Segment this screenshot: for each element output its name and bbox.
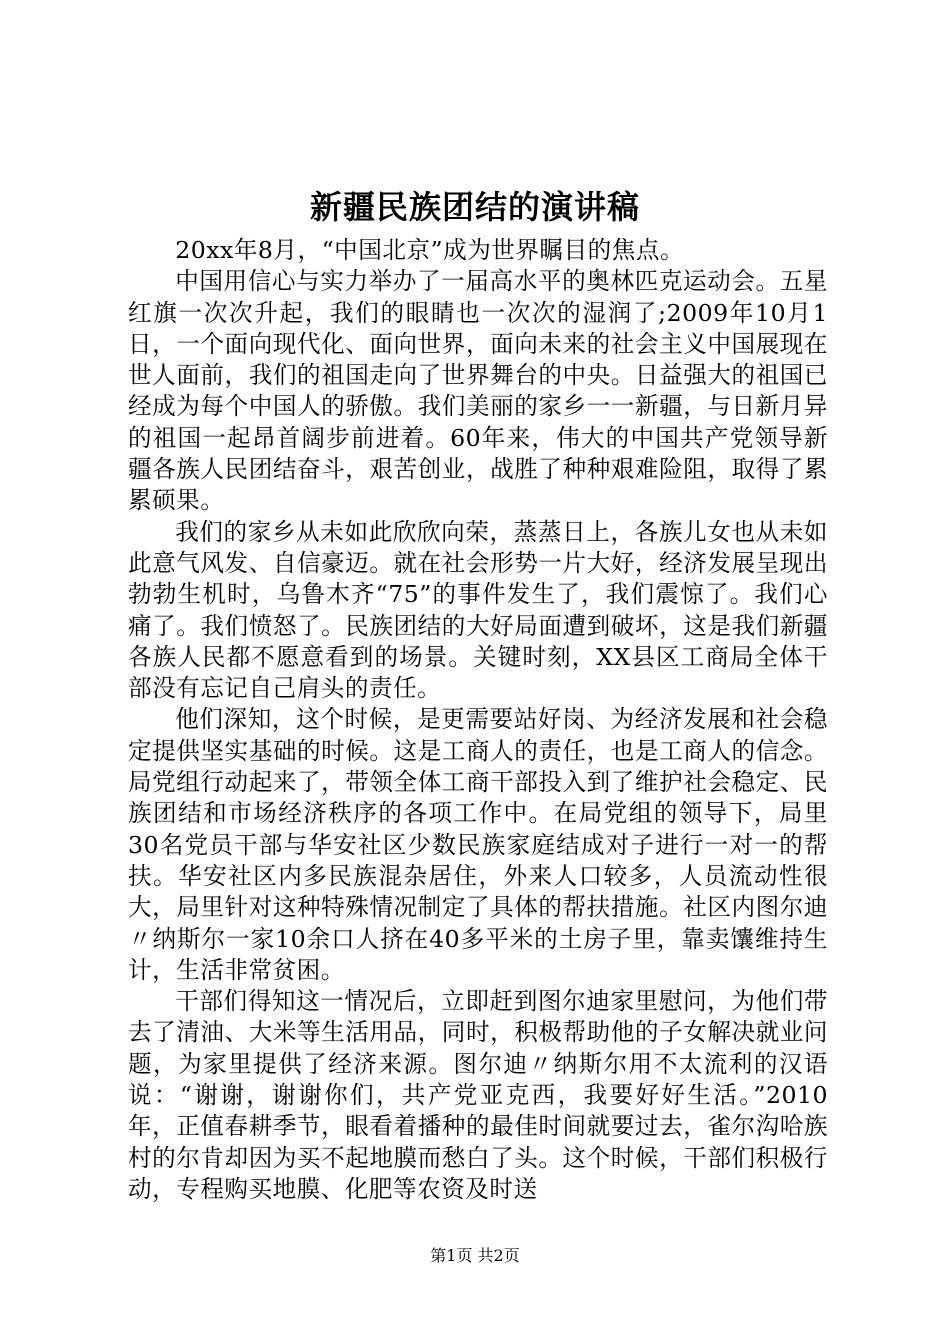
- paragraph-2: 中国用信心与实力举办了一届高水平的奥林匹克运动会。五星红旗一次次升起，我们的眼睛也一次次的湿润了;2009年10月1日，一个面向现代化、面向世界，面向未来的社会主义中国展现在世人面前，我们的祖国走向了世界舞台的中央。日益强大的祖国已经成为每个中国人的骄傲。我们美丽的家乡一一新疆，与日新月异的祖国一起昂首阔步前进着。60年来，伟大的中国共产党领导新疆各族人民团结奋斗，艰苦创业，战胜了种种艰难险阻，取得了累累硕果。: [128, 267, 828, 515]
- paragraph-4: 他们深知，这个时候，是更需要站好岗、为经济发展和社会稳定提供坚实基础的时候。这是工商人的责任，也是工商人的信念。局党组行动起来了，带领全体工商干部投入到了维护社会稳定、民族团结和市场经济秩序的各项工作中。在局党组的领导下，局里30名党员干部与华安社区少数民族家庭结成对子进行一对一的帮扶。华安社区内多民族混杂居住，外来人口较多，人员流动性很大，局里针对这种特殊情况制定了具体的帮扶措施。社区内图尔迪〃纳斯尔一家10余口人挤在40多平米的土房子里，靠卖馕维持生计，生活非常贫困。: [128, 705, 828, 984]
- page-number-footer: 第1页 共2页: [430, 1246, 520, 1265]
- paragraph-3: 我们的家乡从未如此欣欣向荣，蒸蒸日上，各族儿女也从未如此意气风发、自信豪迈。就在社会形势一片大好，经济发展呈现出勃勃生机时，乌鲁木齐“75”的事件发生了，我们震惊了。我们心痛了。我们愤怒了。民族团结的大好局面遭到破坏，这是我们新疆各族人民都不愿意看到的场景。关键时刻，XX县区工商局全体干部没有忘记自己肩头的责任。: [128, 517, 828, 703]
- document-title: 新疆民族团结的演讲稿: [309, 188, 640, 226]
- document-body: [128, 235, 828, 1205]
- paragraph-1: 20xx年8月，“中国北京”成为世界瞩目的焦点。: [175, 236, 685, 264]
- paragraph-5: 干部们得知这一情况后，立即赶到图尔迪家里慰问，为他们带去了清油、大米等生活用品，同时，积极帮助他的子女解决就业问题，为家里提供了经济来源。图尔迪〃纳斯尔用不太流利的汉语说：“谢谢，谢谢你们，共产党亚克西，我要好好生活。”2010年，正值春耕季节，眼看着播种的最佳时间就要过去，雀尔沟哈族村的尔肯却因为买不起地膜而愁白了头。这个时候，干部们积极行动，专程购买地膜、化肥等农资及时送: [128, 987, 828, 1203]
